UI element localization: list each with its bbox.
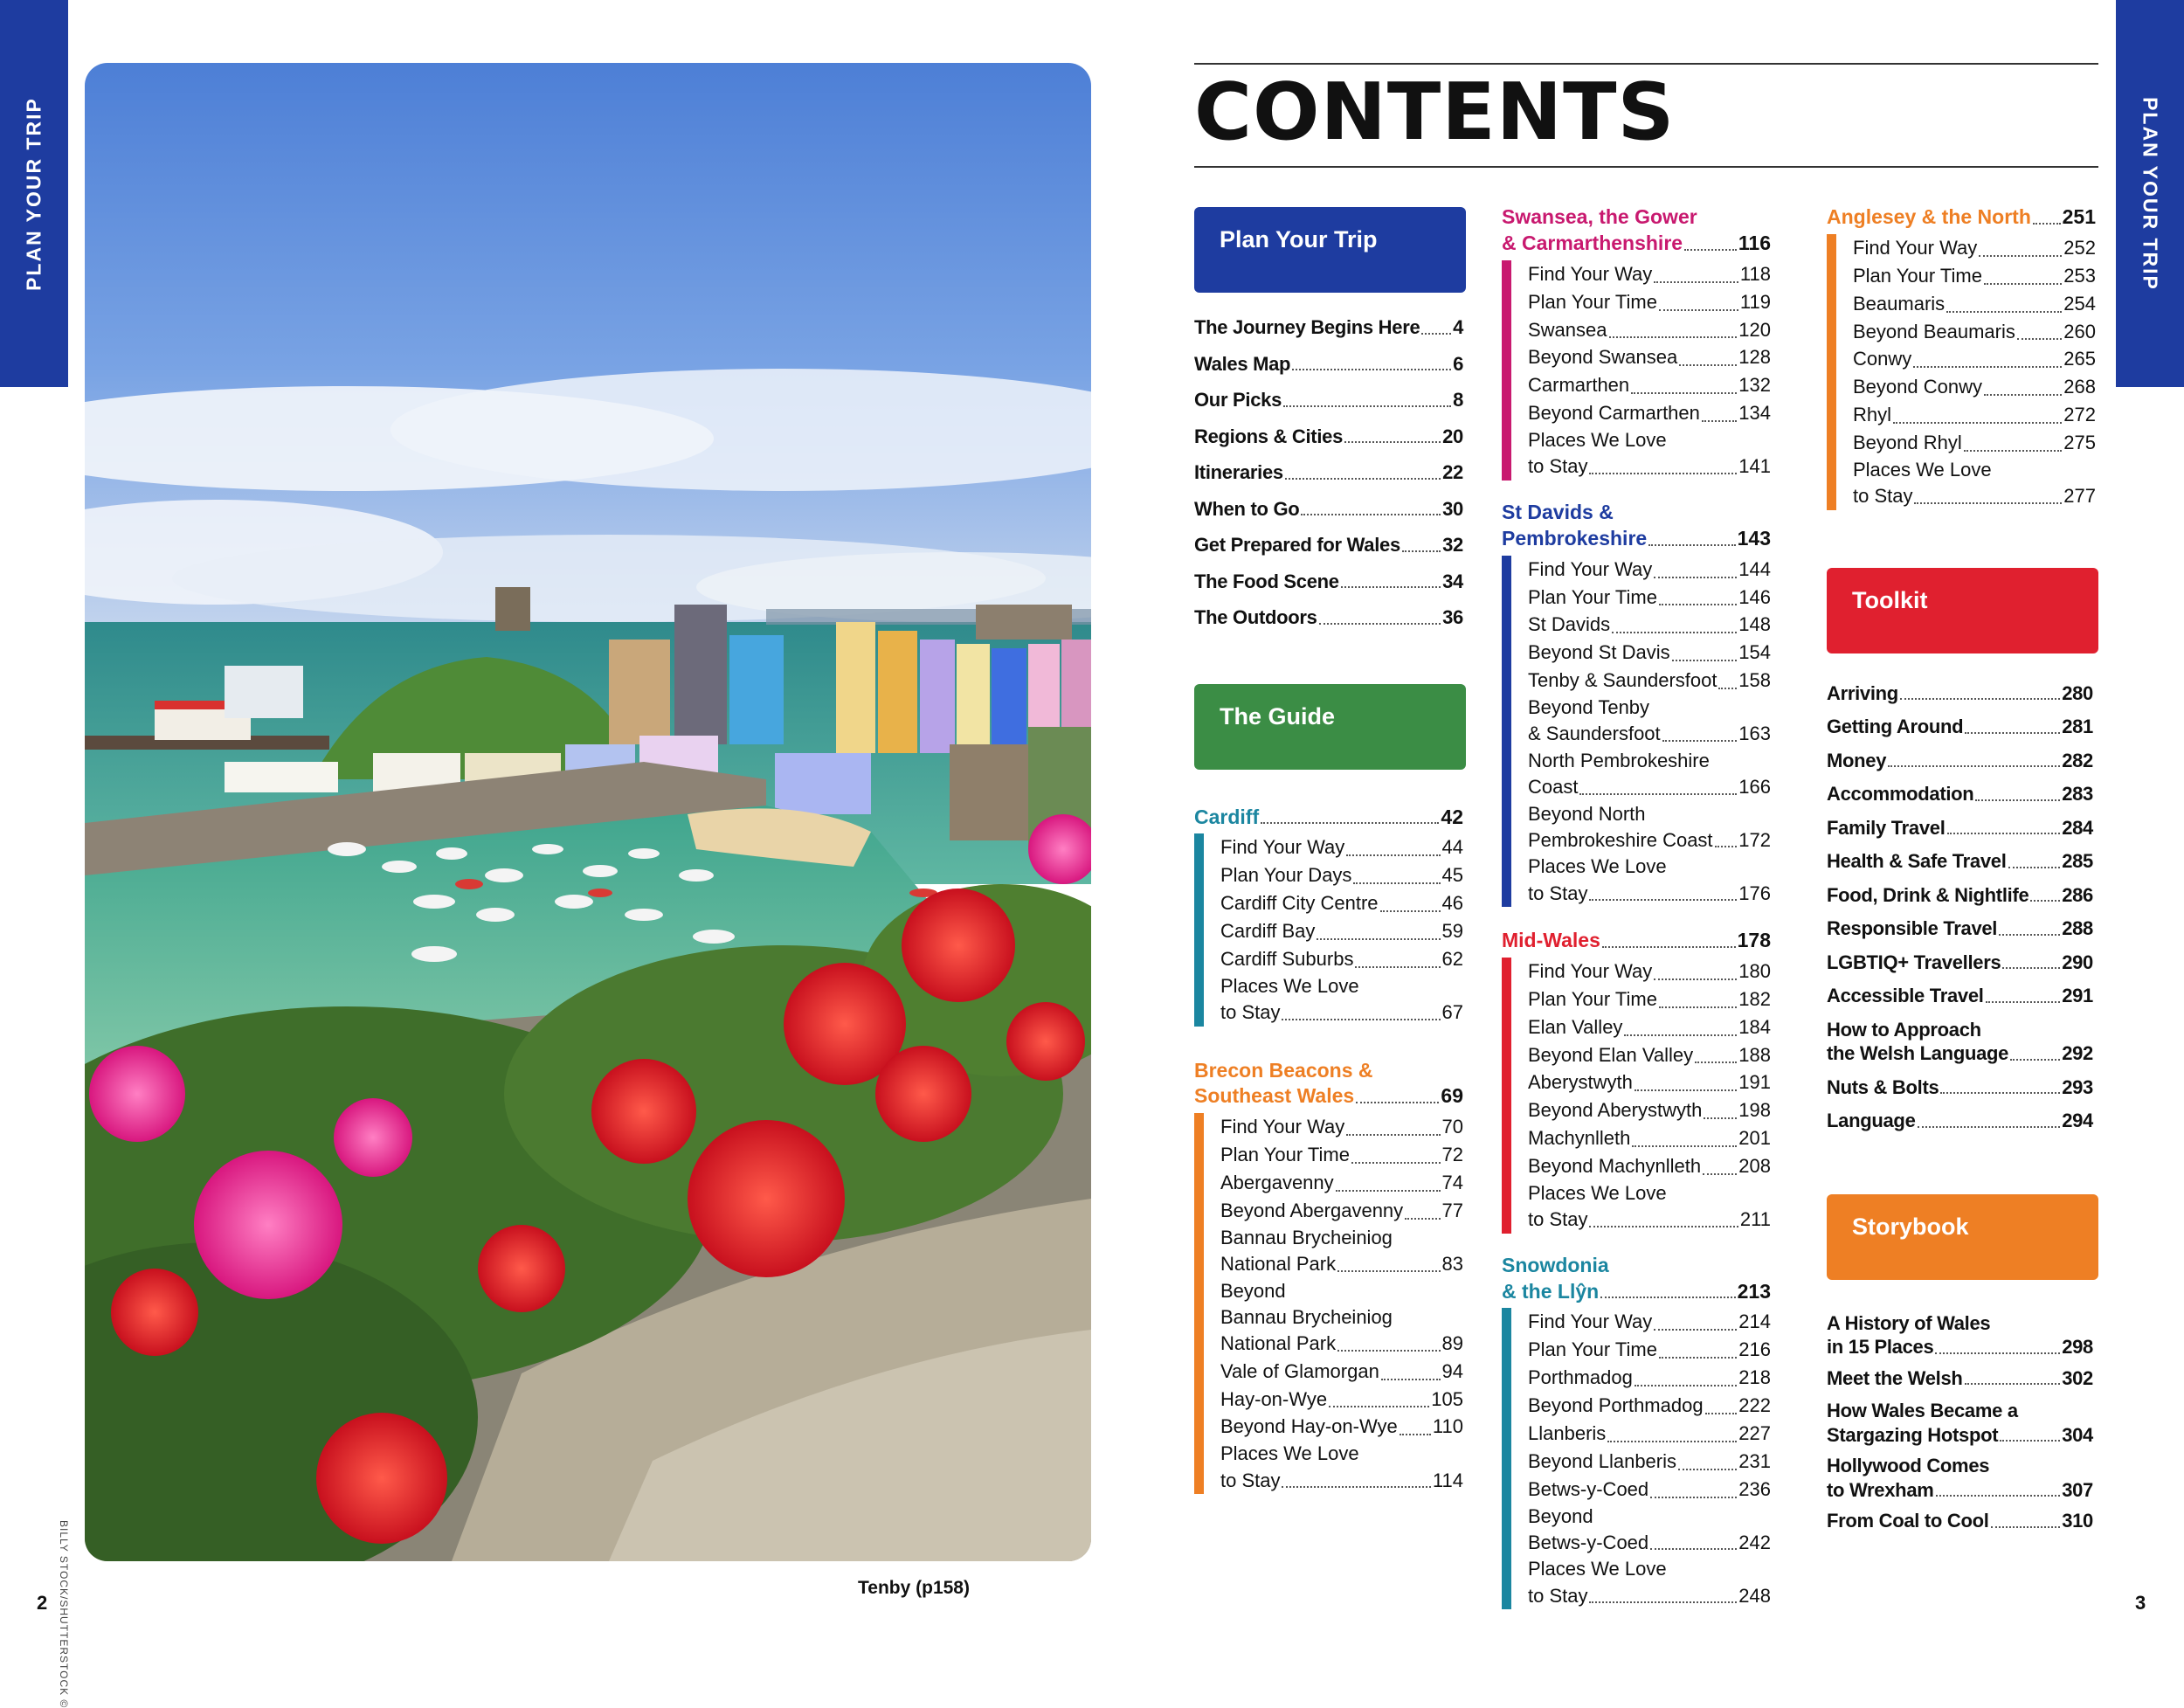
header-rule-bottom [1194,166,2098,168]
toc-entry[interactable]: Conwy 265 [1853,348,2096,370]
toc-entry[interactable]: Beyond Carmarthen 134 [1528,402,1771,425]
toc-entry[interactable]: Get Prepared for Wales 32 [1194,534,1463,556]
toc-entry[interactable]: When to Go 30 [1194,497,1463,520]
toc-entry[interactable]: Beyond Swansea 128 [1528,346,1771,369]
photo-caption: Tenby (p158) [858,1578,970,1598]
page-number-right: 3 [2135,1592,2146,1614]
toc-entry[interactable]: Food, Drink & Nightlife 286 [1827,883,2093,906]
tenby-harbour-photo [85,63,1091,1561]
toc-entry[interactable]: Beyond Tenby & Saundersfoot 163 [1528,696,1771,745]
toc-entry[interactable]: Beyond Machynlleth 208 [1528,1155,1771,1178]
toc-entry[interactable]: The Food Scene 34 [1194,570,1463,592]
side-tab-right[interactable] [2116,0,2184,387]
toc-entry[interactable]: How to Approach the Welsh Language 292 [1827,1018,2093,1065]
contents-column-1 [1194,207,1466,1494]
storybook-list [1827,1311,2093,1533]
toc-entry[interactable]: Plan Your Days 45 [1220,864,1463,887]
toc-entry[interactable]: The Outdoors 36 [1194,606,1463,628]
toc-entry[interactable]: Nuts & Bolts 293 [1827,1075,2093,1098]
region-cardiff [1194,805,1463,1027]
toc-entry[interactable]: Hollywood Comes to Wrexham 307 [1827,1455,2093,1501]
toc-entry[interactable]: Wales Map 6 [1194,352,1463,375]
contents-column-2 [1502,204,1771,1609]
toc-entry[interactable]: Machynlleth 201 [1528,1127,1771,1150]
region-title-brecon[interactable]: Brecon Beacons & Southeast Wales 69 [1194,1058,1463,1108]
photo-credit: BILLY STOCK/SHUTTERSTOCK © [58,1520,70,1708]
toc-entry[interactable]: Beyond Abergavenny 77 [1220,1200,1463,1222]
toc-entry[interactable]: Aberystwyth 191 [1528,1071,1771,1094]
toc-entry[interactable]: Plan Your Time 146 [1528,585,1771,608]
region-snowdonia [1502,1253,1771,1609]
toc-entry[interactable]: St Davids 148 [1528,613,1771,636]
page-number-left: 2 [37,1592,48,1614]
region-mid-wales [1502,928,1771,1234]
region-items-brecon [1194,1113,1463,1494]
toc-entry[interactable]: Plan Your Time 119 [1528,290,1771,313]
toc-entry[interactable]: Find Your Way 70 [1220,1116,1463,1138]
toc-entry[interactable]: Money 282 [1827,749,2093,771]
region-items-cardiff [1194,833,1463,1026]
toc-entry[interactable]: Places We Love to Stay 211 [1528,1181,1771,1231]
toc-entry[interactable]: Plan Your Time 72 [1220,1144,1463,1166]
toc-entry[interactable]: Hay-on-Wye 105 [1220,1387,1463,1410]
toc-entry[interactable]: Arriving 280 [1827,681,2093,704]
toc-entry[interactable]: Places We Love to Stay 141 [1528,429,1771,478]
section-box-toolkit[interactable]: Toolkit [1827,568,2098,653]
toc-entry[interactable]: Accommodation 283 [1827,783,2093,806]
toc-entry[interactable]: Cardiff Bay 59 [1220,920,1463,943]
toc-entry[interactable]: Places We Love to Stay 67 [1220,974,1463,1024]
toc-entry[interactable]: Llanberis 227 [1528,1422,1771,1445]
contents-column-3 [1827,204,2098,1545]
section-box-the-guide[interactable]: The Guide [1194,684,1466,770]
region-title-snowdonia[interactable]: Snowdonia & the Llŷn 213 [1502,1253,1771,1303]
page-title: CONTENTS [1194,66,1676,158]
toc-entry[interactable]: Bannau Brycheiniog National Park 83 [1220,1226,1463,1276]
toc-entry[interactable]: Abergavenny 74 [1220,1172,1463,1194]
region-items-mid-wales [1502,958,1771,1234]
region-items-st-davids [1502,556,1771,907]
side-tab-right-label: PLAN YOUR TRIP [2139,96,2162,291]
toc-entry[interactable]: Find Your Way 252 [1853,236,2096,259]
toc-entry[interactable]: Cardiff City Centre 46 [1220,892,1463,915]
toc-entry[interactable]: Responsible Travel 288 [1827,917,2093,940]
toc-entry[interactable]: Meet the Welsh 302 [1827,1366,2093,1389]
toc-entry[interactable]: North Pembrokeshire Coast 166 [1528,749,1771,799]
region-anglesey [1827,204,2096,510]
toc-entry[interactable]: Cardiff Suburbs 62 [1220,947,1463,970]
toc-entry[interactable]: Porthmadog 218 [1528,1366,1771,1389]
toc-entry[interactable]: Find Your Way 180 [1528,959,1771,982]
toc-entry[interactable]: Family Travel 284 [1827,816,2093,839]
side-tab-left-label: PLAN YOUR TRIP [22,96,45,291]
region-items-snowdonia [1502,1308,1771,1609]
toc-entry[interactable]: Beyond Elan Valley 188 [1528,1043,1771,1066]
region-title-anglesey[interactable]: Anglesey & the North 251 [1827,205,2096,228]
toc-entry[interactable]: Rhyl 272 [1853,404,2096,426]
toc-entry[interactable]: Tenby & Saundersfoot 158 [1528,669,1771,692]
toc-entry[interactable]: Health & Safe Travel 285 [1827,850,2093,873]
toc-entry[interactable]: Carmarthen 132 [1528,374,1771,397]
toc-entry[interactable]: Swansea 120 [1528,318,1771,341]
region-st-davids [1502,500,1771,907]
toc-entry[interactable]: Find Your Way 118 [1528,262,1771,285]
toolkit-list [1827,681,2093,1133]
toc-entry[interactable]: Places We Love to Stay 114 [1220,1442,1463,1491]
region-items-swansea [1502,260,1771,481]
toc-entry[interactable]: Beyond Conwy 268 [1853,376,2096,398]
toc-entry[interactable]: LGBTIQ+ Travellers 290 [1827,951,2093,973]
region-title-mid-wales[interactable]: Mid-Wales 178 [1502,928,1771,951]
toc-entry[interactable]: Beyond Aberystwyth 198 [1528,1099,1771,1122]
toc-entry[interactable]: Betws-y-Coed 236 [1528,1477,1771,1500]
toc-entry[interactable]: From Coal to Cool 310 [1827,1510,2093,1532]
toc-entry[interactable]: How Wales Became a Stargazing Hotspot 304 [1827,1400,2093,1446]
toc-entry[interactable]: Itineraries 22 [1194,461,1463,483]
region-brecon [1194,1058,1463,1495]
toc-entry[interactable]: Places We Love to Stay 248 [1528,1558,1771,1607]
toc-entry[interactable]: Beyond Betws-y-Coed 242 [1528,1504,1771,1554]
header-rule-top [1194,63,2098,65]
toc-entry[interactable]: Beyond Bannau Brycheiniog National Park 89 [1220,1279,1463,1355]
plan-list [1194,315,1463,630]
toc-entry[interactable]: Vale of Glamorgan 94 [1220,1359,1463,1382]
section-box-storybook[interactable]: Storybook [1827,1194,2098,1280]
toc-entry[interactable]: Beyond Rhyl 275 [1853,432,2096,454]
toc-entry[interactable]: Getting Around 281 [1827,716,2093,738]
toc-entry[interactable]: Plan Your Time 253 [1853,264,2096,287]
toc-entry[interactable]: The Journey Begins Here 4 [1194,316,1463,338]
toc-entry[interactable]: Beyond Llanberis 231 [1528,1449,1771,1472]
region-title-cardiff[interactable]: Cardiff 42 [1194,805,1463,828]
toc-entry[interactable]: Beyond Porthmadog 222 [1528,1394,1771,1417]
toc-entry[interactable]: Our Picks 8 [1194,389,1463,411]
toc-entry[interactable]: Plan Your Time 216 [1528,1338,1771,1361]
toc-entry[interactable]: Find Your Way 214 [1528,1310,1771,1333]
toc-entry[interactable]: Beyond St Davis 154 [1528,641,1771,664]
toc-entry[interactable]: Places We Love to Stay 176 [1528,855,1771,904]
region-swansea [1502,204,1771,481]
toc-entry[interactable]: Find Your Way 44 [1220,836,1463,859]
toc-entry[interactable]: Beyond Hay-on-Wye 110 [1220,1415,1463,1438]
toc-entry[interactable]: Beyond North Pembrokeshire Coast 172 [1528,802,1771,851]
toc-entry[interactable]: Language 294 [1827,1110,2093,1132]
toc-entry[interactable]: Beyond Beaumaris 260 [1853,320,2096,342]
toc-entry[interactable]: Beaumaris 254 [1853,292,2096,315]
section-box-plan-your-trip[interactable]: Plan Your Trip [1194,207,1466,293]
toc-entry[interactable]: Regions & Cities 20 [1194,425,1463,447]
region-title-swansea[interactable]: Swansea, the Gower & Carmarthenshire 116 [1502,205,1771,254]
toc-entry[interactable]: A History of Wales in 15 Places 298 [1827,1311,2093,1359]
region-items-anglesey [1827,234,2096,510]
side-tab-left[interactable] [0,0,68,387]
toc-entry[interactable]: Places We Love to Stay 277 [1853,459,2096,508]
toc-entry[interactable]: Elan Valley 184 [1528,1015,1771,1038]
toc-entry[interactable]: Plan Your Time 182 [1528,987,1771,1010]
region-title-st-davids[interactable]: St Davids & Pembrokeshire 143 [1502,500,1771,550]
toc-entry[interactable]: Accessible Travel 291 [1827,985,2093,1007]
toc-entry[interactable]: Find Your Way 144 [1528,557,1771,580]
